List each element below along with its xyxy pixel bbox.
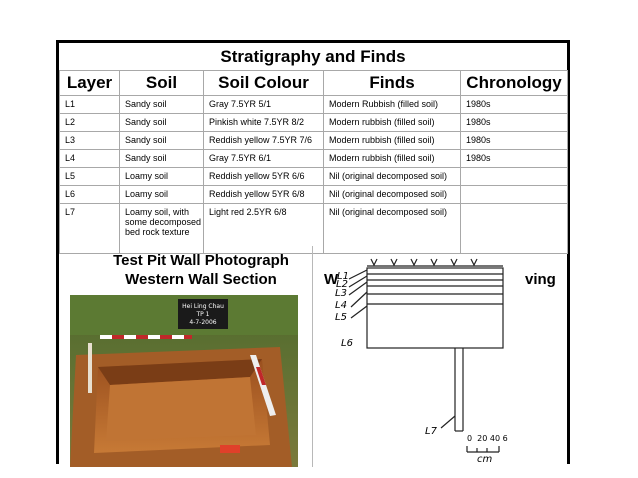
sign-text-2: TP 1	[196, 311, 210, 318]
cell-layer: L1	[60, 96, 120, 114]
cell-chronology: 1980s	[461, 150, 568, 168]
table-row	[60, 96, 568, 114]
cell-layer: L7	[60, 204, 120, 254]
cell-finds: Modern rubbish (filled soil)	[324, 132, 461, 150]
cell-colour: Reddish yellow 5YR 6/6	[204, 168, 324, 186]
cell-layer: L2	[60, 114, 120, 132]
cell-colour: Reddish yellow 5YR 6/8	[204, 186, 324, 204]
cell-soil: Sandy soil	[120, 150, 204, 168]
sign-text-1: Hei Ling Chau	[182, 303, 224, 310]
cell-chronology: 1980s	[461, 96, 568, 114]
cell-chronology: 1980s	[461, 132, 568, 150]
photo-title-line2: Western Wall Section	[125, 271, 277, 288]
slide	[56, 40, 570, 464]
header-chronology: Chronology	[461, 71, 568, 96]
table-header-row	[60, 71, 568, 96]
drawing-label-l5: L5	[335, 312, 347, 323]
cell-colour: Pinkish white 7.5YR 8/2	[204, 114, 324, 132]
drawing-label-l7: L7	[425, 426, 437, 437]
cell-chronology: 1980s	[461, 114, 568, 132]
table-row	[60, 132, 568, 150]
cell-finds: Nil (original decomposed soil)	[324, 204, 461, 254]
cell-colour: Gray 7.5YR 5/1	[204, 96, 324, 114]
table-row	[60, 186, 568, 204]
header-finds: Finds	[324, 71, 461, 96]
header-soil: Soil	[120, 71, 204, 96]
drawing-label-l1: L1	[337, 271, 349, 282]
cell-chronology	[461, 168, 568, 186]
scale-bar-unit: cm	[477, 454, 493, 465]
cell-soil: Loamy soil	[120, 168, 204, 186]
photo-sign	[178, 299, 228, 329]
drawing-label-l6: L6	[341, 338, 353, 349]
cell-finds: Modern rubbish (filled soil)	[324, 114, 461, 132]
cell-soil: Sandy soil	[120, 114, 204, 132]
scale-bar-numbers: 0 20 40 6	[467, 434, 508, 443]
cell-layer: L4	[60, 150, 120, 168]
section-drawing	[312, 246, 568, 467]
table-row	[60, 168, 568, 186]
table-row	[60, 150, 568, 168]
cell-finds: Modern rubbish (filled soil)	[324, 150, 461, 168]
drawing-title-fragment-right: ving	[525, 271, 556, 288]
cell-layer: L6	[60, 186, 120, 204]
cell-colour: Light red 2.5YR 6/8	[204, 204, 324, 254]
drawing-title-fragment-left: W	[324, 271, 339, 288]
photo-title-line1: Test Pit Wall Photograph	[113, 252, 289, 269]
cell-soil: Sandy soil	[120, 96, 204, 114]
section-drawing-svg	[313, 246, 568, 467]
drawing-label-l3: L3	[335, 288, 347, 299]
cell-finds: Nil (original decomposed soil)	[324, 186, 461, 204]
cell-colour: Reddish yellow 7.5YR 7/6	[204, 132, 324, 150]
stratigraphy-table	[59, 70, 568, 254]
photo-title	[85, 251, 317, 289]
table-row	[60, 114, 568, 132]
slide-title: Stratigraphy and Finds	[59, 43, 567, 71]
cell-chronology	[461, 186, 568, 204]
cell-soil: Loamy soil, with some decomposed bed rock texture	[120, 204, 204, 254]
drawing-label-l2: L2	[336, 279, 348, 290]
sign-text-3: 4-7-2006	[189, 319, 217, 326]
header-soil-colour: Soil Colour	[204, 71, 324, 96]
test-pit-photo	[70, 295, 298, 467]
cell-soil: Loamy soil	[120, 186, 204, 204]
drawing-label-l4: L4	[335, 300, 347, 311]
cell-soil: Sandy soil	[120, 132, 204, 150]
cell-finds: Nil (original decomposed soil)	[324, 168, 461, 186]
cell-colour: Gray 7.5YR 6/1	[204, 150, 324, 168]
cell-finds: Modern Rubbish (filled soil)	[324, 96, 461, 114]
header-layer: Layer	[60, 71, 120, 96]
cell-layer: L5	[60, 168, 120, 186]
cell-layer: L3	[60, 132, 120, 150]
